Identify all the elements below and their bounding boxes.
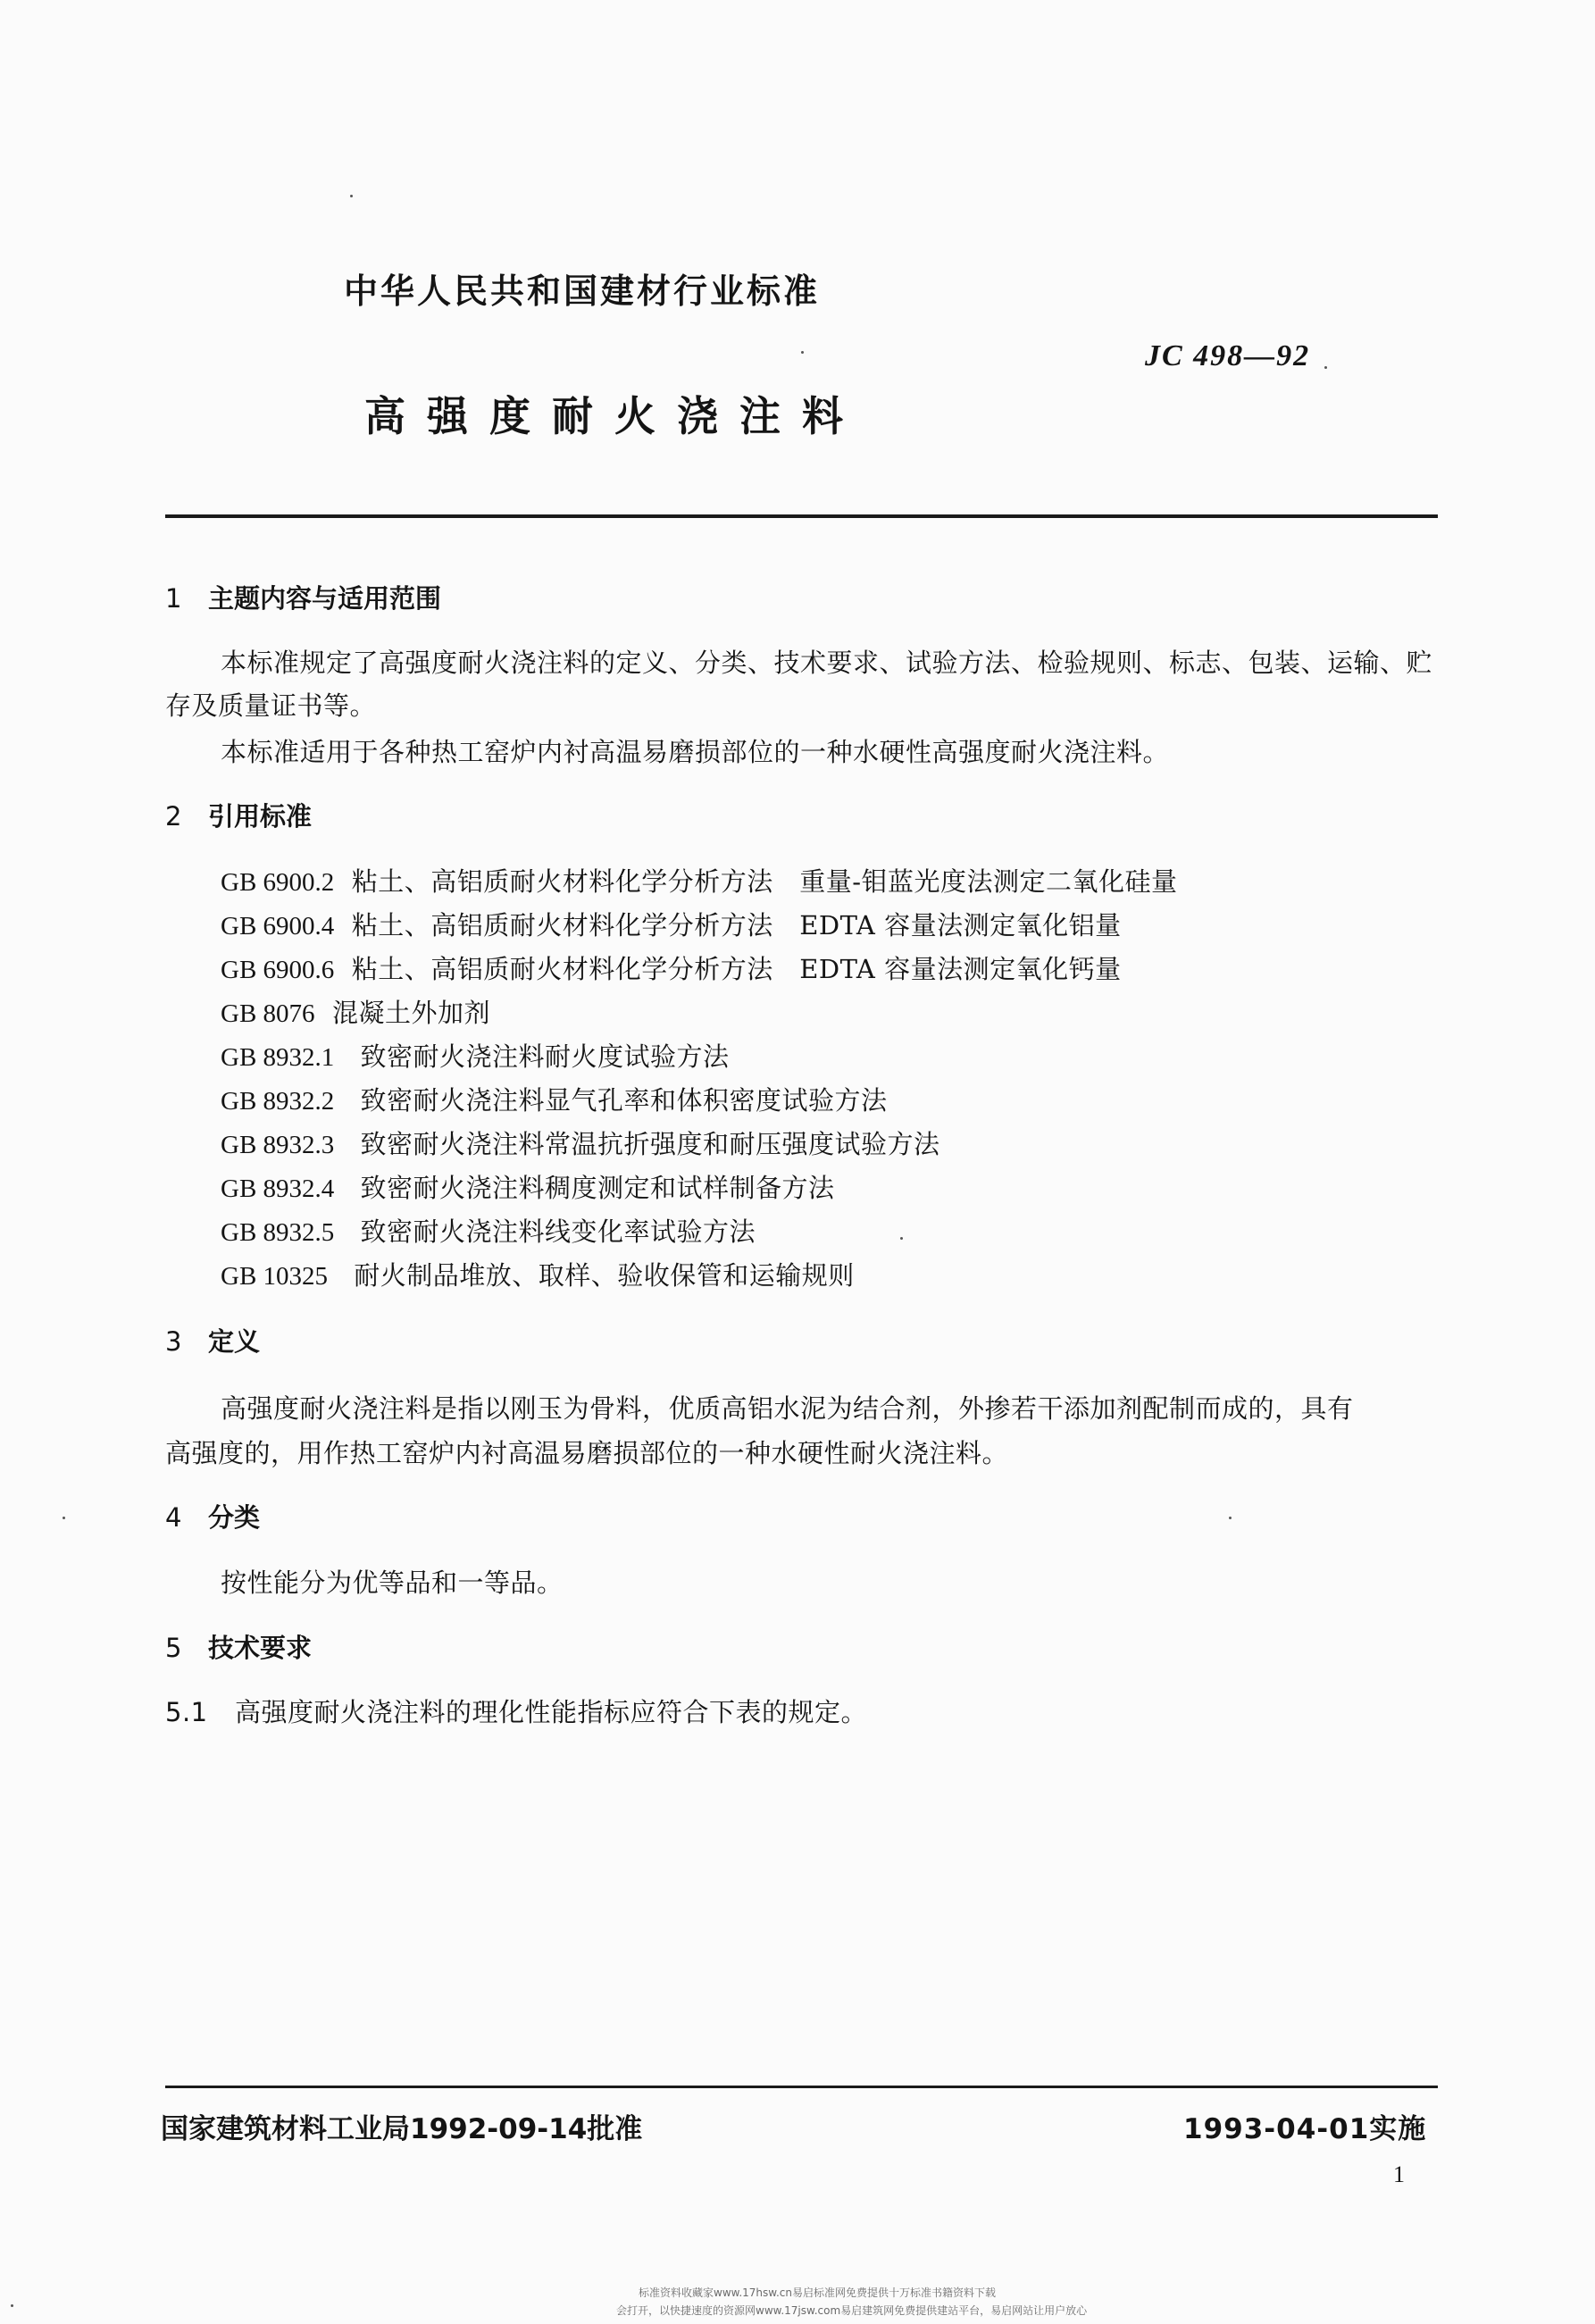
subsection-number: 5.1 bbox=[165, 1697, 208, 1727]
reference-item bbox=[221, 1124, 939, 1161]
section-number: 4 bbox=[165, 1502, 182, 1533]
section-1-paragraph-2: 本标准适用于各种热工窑炉内衬高温易磨损部位的一种水硬性高强度耐火浇注料。 bbox=[221, 737, 1170, 767]
section-3-paragraph-line-2: 高强度的，用作热工窑炉内衬高温易磨损部位的一种水硬性耐火浇注料。 bbox=[165, 1438, 1009, 1468]
header-divider bbox=[165, 514, 1438, 518]
reference-title: 致密耐火浇注料显气孔率和体积密度试验方法 bbox=[360, 1085, 888, 1116]
document-title: 高强度耐火浇注料 bbox=[364, 392, 864, 440]
reference-code: GB 8932.3 bbox=[221, 1131, 335, 1159]
section-number: 2 bbox=[165, 801, 182, 832]
section-title: 引用标准 bbox=[208, 801, 313, 832]
reference-title: 致密耐火浇注料线变化率试验方法 bbox=[360, 1216, 756, 1247]
reference-code: GB 6900.2 bbox=[221, 868, 335, 897]
reference-title: 粘土、高铝质耐火材料化学分析方法 EDTA 容量法测定氧化钙量 bbox=[351, 954, 1122, 984]
page-number: 1 bbox=[1393, 2161, 1405, 2187]
section-1-paragraph-1-line-2: 存及质量证书等。 bbox=[165, 690, 377, 721]
reference-code: GB 8932.1 bbox=[221, 1043, 335, 1072]
reference-item bbox=[221, 949, 1122, 986]
subsection-text: 高强度耐火浇注料的理化性能指标应符合下表的规定。 bbox=[235, 1697, 868, 1727]
scan-speck bbox=[1324, 366, 1327, 369]
section-1-paragraph-1-line-1: 本标准规定了高强度耐火浇注料的定义、分类、技术要求、试验方法、检验规则、标志、包装、运输、贮 bbox=[221, 648, 1433, 678]
effective-date-statement: 1993-04-01实施 bbox=[1183, 2113, 1427, 2145]
section-title: 定义 bbox=[208, 1326, 261, 1357]
reference-title: 致密耐火浇注料稠度测定和试样制备方法 bbox=[360, 1173, 835, 1203]
scan-speck bbox=[801, 351, 804, 354]
standard-code: JC 498—92 bbox=[1145, 339, 1311, 372]
reference-title: 致密耐火浇注料常温抗折强度和耐压强度试验方法 bbox=[360, 1129, 940, 1159]
scan-speck bbox=[63, 1517, 65, 1519]
subsection-5-1 bbox=[165, 1693, 867, 1729]
scan-speck bbox=[11, 2304, 13, 2307]
section-title: 主题内容与适用范围 bbox=[208, 583, 442, 614]
scan-speck bbox=[350, 195, 353, 197]
section-title: 分类 bbox=[208, 1502, 261, 1533]
reference-item bbox=[221, 1212, 756, 1249]
reference-title: 耐火制品堆放、取样、验收保管和运输规则 bbox=[354, 1260, 855, 1291]
reference-item bbox=[221, 1037, 729, 1074]
section-number: 1 bbox=[165, 583, 182, 614]
section-title: 技术要求 bbox=[208, 1633, 313, 1663]
reference-title: 粘土、高铝质耐火材料化学分析方法 重量-钼蓝光度法测定二氧化硅量 bbox=[351, 866, 1178, 897]
scan-speck bbox=[900, 1237, 903, 1240]
scan-speck bbox=[1229, 1517, 1232, 1519]
section-3-paragraph-line-1: 高强度耐火浇注料是指以刚玉为骨料，优质高铝水泥为结合剂，外掺若干添加剂配制而成的，具有 bbox=[221, 1393, 1354, 1424]
section-5-heading bbox=[165, 1628, 312, 1665]
footer-divider bbox=[165, 2086, 1438, 2088]
watermark-line-2: 会打开，以快捷速度的资源网www.17jsw.com易启建筑网免费提供建站平台，易启网站让用户放心 bbox=[616, 2304, 1088, 2317]
section-1-heading bbox=[165, 579, 441, 615]
reference-code: GB 6900.6 bbox=[221, 956, 335, 984]
reference-item bbox=[221, 1081, 887, 1117]
reference-code: GB 6900.4 bbox=[221, 912, 335, 940]
reference-item bbox=[221, 1256, 855, 1292]
section-4-paragraph: 按性能分为优等品和一等品。 bbox=[221, 1567, 564, 1598]
section-3-heading bbox=[165, 1322, 260, 1358]
reference-title: 混凝土外加剂 bbox=[331, 998, 490, 1028]
reference-code: GB 8076 bbox=[221, 999, 315, 1028]
reference-code: GB 10325 bbox=[221, 1262, 329, 1291]
reference-title: 致密耐火浇注料耐火度试验方法 bbox=[360, 1041, 730, 1072]
approval-statement: 国家建筑材料工业局1992-09-14批准 bbox=[161, 2113, 643, 2145]
reference-item bbox=[221, 862, 1178, 899]
watermark-line-1: 标准资料收藏家www.17hsw.cn易启标准网免费提供十万标准书籍资料下载 bbox=[639, 2286, 997, 2299]
section-4-heading bbox=[165, 1498, 260, 1534]
reference-code: GB 8932.2 bbox=[221, 1087, 335, 1116]
section-number: 5 bbox=[165, 1633, 182, 1663]
reference-title: 粘土、高铝质耐火材料化学分析方法 EDTA 容量法测定氧化铝量 bbox=[351, 910, 1122, 940]
reference-item bbox=[221, 1168, 834, 1205]
section-number: 3 bbox=[165, 1326, 182, 1357]
section-2-heading bbox=[165, 797, 312, 833]
reference-code: GB 8932.5 bbox=[221, 1218, 335, 1247]
issuing-body-title: 中华人民共和国建材行业标准 bbox=[344, 272, 821, 311]
reference-item bbox=[221, 906, 1122, 942]
reference-item bbox=[221, 993, 490, 1030]
reference-code: GB 8932.4 bbox=[221, 1175, 335, 1203]
